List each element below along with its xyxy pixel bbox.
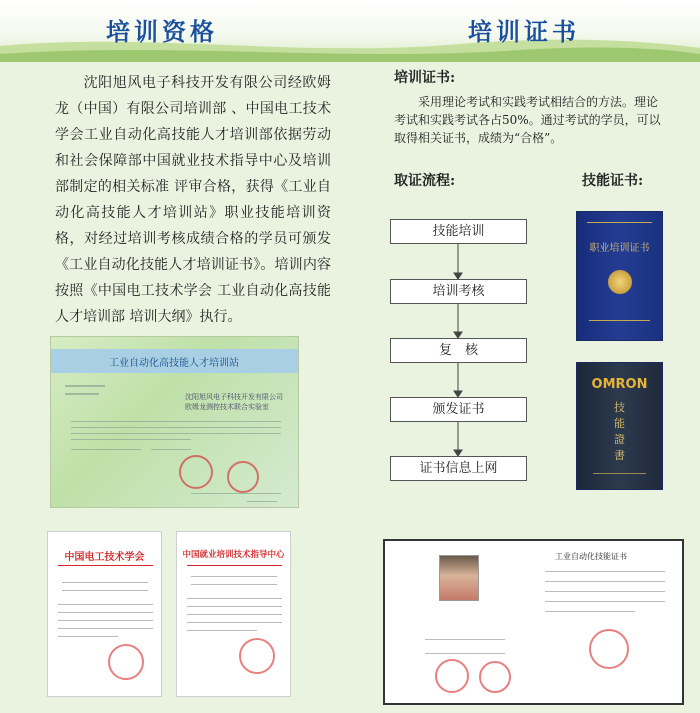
cert-line (545, 591, 665, 592)
red-seal-icon (227, 461, 259, 493)
plaque-line (65, 393, 99, 395)
plaque-line (71, 433, 281, 434)
book-char-2: 能 (614, 417, 625, 430)
book-rule (589, 320, 650, 321)
flow-step-assessment: 培训考核 (390, 279, 527, 304)
letter-header: 中国电工技术学会 (64, 552, 145, 563)
qualification-text: 沈阳旭风电子科技开发有限公司经欧姆龙（中国）有限公司培训部 、中国电工技术学会工业自动化高技能人才培训部依据劳动和社会保障部中国就业技术指导中心及培训部制定的相关标准 评审合格，获得《工业自动化高技能人才培训站》职业技能培训资格，对经过培训考核成绩合格的学员可颁发《工业自动化技能人才培训证书》。培训内容按照《中国电工技术学会 工业自动化高技能人才培训部 培训大纲》执行。 (55, 75, 331, 325)
letter-line (187, 630, 257, 631)
skill-certificate-document (383, 539, 684, 705)
cert-line (545, 581, 665, 582)
letter-line (58, 604, 153, 605)
certificate-heading: 培训证书: (394, 70, 456, 86)
red-seal-icon (179, 455, 213, 489)
letter-line (58, 628, 153, 629)
omron-skill-certificate-book (576, 362, 663, 490)
flow-step-online: 证书信息上网 (390, 456, 527, 481)
letter-line (187, 622, 282, 623)
cert-line (545, 611, 635, 612)
book-title: 职业培训证书 (589, 243, 650, 254)
flow-arrows (450, 244, 466, 456)
plaque-line (71, 427, 281, 428)
cert-line (425, 653, 505, 654)
certificate-paragraph (394, 93, 666, 147)
book-rule (587, 222, 652, 223)
vocational-certificate-book (576, 211, 663, 341)
letter-rule (187, 565, 282, 566)
final-cert-title: 工业自动化技能证书 (555, 552, 627, 561)
banner-wave-decoration (0, 36, 700, 62)
letter-line (58, 620, 153, 621)
book-char-4: 書 (614, 449, 625, 462)
student-photo (439, 555, 479, 601)
flow-step-review: 复 核 (390, 338, 527, 363)
letter-line (58, 636, 118, 637)
red-seal-icon (108, 644, 144, 680)
approval-letter-1 (47, 531, 162, 697)
certificate-org-line2: 欧姆龙测控技术联合实验室 (185, 403, 269, 411)
section-title-qualification: 培训资格 (106, 17, 218, 46)
certificate-plaque-title: 工业自动化高技能人才培训站 (109, 358, 239, 369)
letter-line (62, 590, 148, 591)
letter-line (191, 584, 277, 585)
letter-line (58, 612, 153, 613)
cert-line (425, 639, 505, 640)
red-seal-icon (589, 629, 629, 669)
skill-certificate-heading: 技能证书: (582, 173, 644, 189)
letter-line (187, 606, 282, 607)
red-seal-icon (435, 659, 469, 693)
plaque-line (191, 493, 281, 494)
red-seal-icon (479, 661, 511, 693)
flow-step-issue: 颁发证书 (390, 397, 527, 422)
section-title-certificate: 培训证书 (468, 17, 580, 46)
book-rule (593, 473, 646, 474)
plaque-line (71, 449, 141, 450)
letter-rule (58, 565, 153, 566)
book-char-1: 技 (614, 401, 625, 414)
omron-logo: OMRON (591, 377, 648, 392)
training-station-certificate-image (50, 336, 299, 508)
approval-letter-2 (176, 531, 291, 697)
plaque-line (65, 385, 105, 387)
header-banner (0, 0, 700, 58)
flow-heading: 取证流程: (394, 173, 456, 189)
letter-line (191, 576, 277, 577)
letter-line (62, 582, 148, 583)
letter-line (187, 598, 282, 599)
cert-line (545, 601, 665, 602)
certificate-text: 采用理论考试和实践考试相结合的方法。理论考试和实践考试各占50%。通过考试的学员，可以取得相关证书，成绩为“合格”。 (394, 95, 661, 145)
plaque-line (71, 439, 191, 440)
plaque-line (151, 449, 191, 450)
national-emblem-icon (608, 270, 632, 294)
book-char-3: 證 (614, 433, 625, 446)
letter-header: 中国就业培训技术指导中心 (182, 550, 285, 560)
plaque-line (247, 501, 277, 502)
qualification-paragraph (55, 70, 331, 330)
plaque-line (71, 421, 281, 422)
red-seal-icon (239, 638, 275, 674)
letter-line (187, 614, 282, 615)
flow-step-training: 技能培训 (390, 219, 527, 244)
certificate-org-line1: 沈阳旭风电子科技开发有限公司 (185, 393, 283, 401)
cert-line (545, 571, 665, 572)
